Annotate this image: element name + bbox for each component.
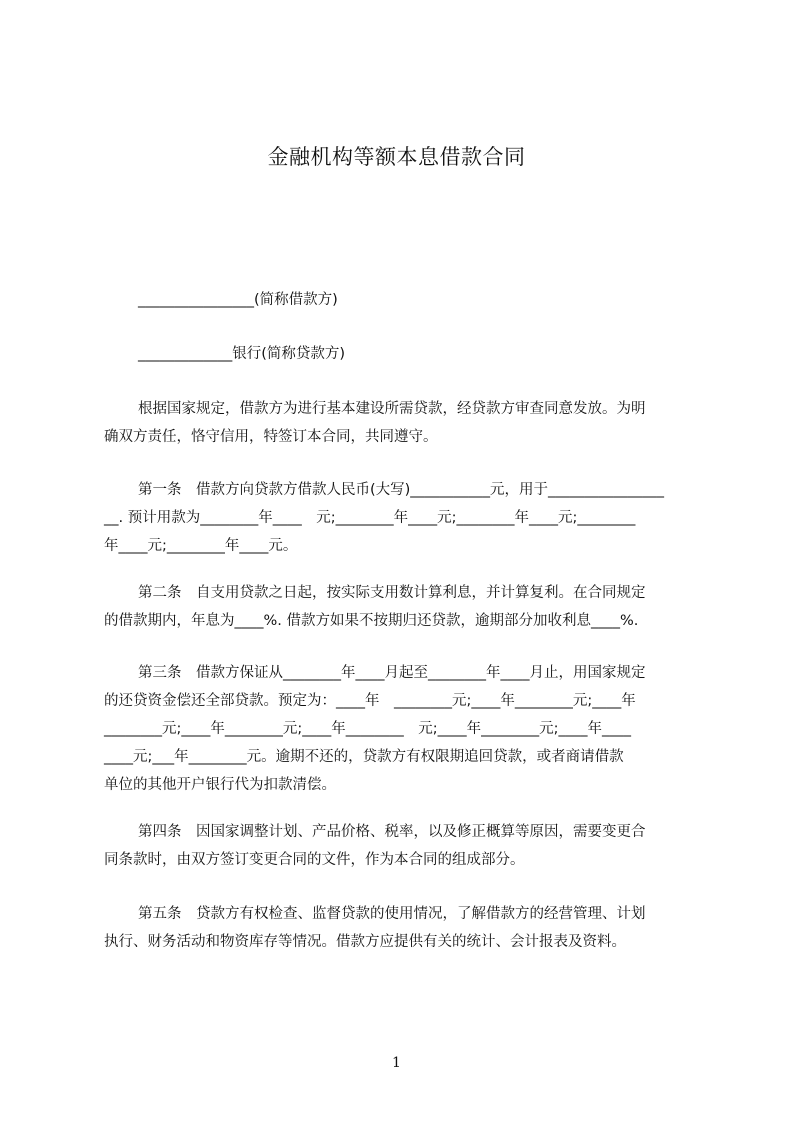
- document-title: 金融机构等额本息借款合同: [267, 145, 526, 169]
- borrower-line: ________________(简称借款方): [138, 292, 338, 308]
- article-line: 第二条 自支用贷款之日起，按实际支用数计算利息，并计算复利。在合同规定: [138, 585, 646, 601]
- article-1: [104, 476, 700, 560]
- article-line: 的还贷资金偿还全部贷款。预定为：____年 ________元;____年________元;____年: [104, 693, 636, 709]
- preamble-line: 确双方责任，恪守信用，特签订本合同，共同遵守。: [104, 429, 438, 445]
- page-number: 1: [392, 1055, 401, 1071]
- article-line: 同条款时，由双方签订变更合同的文件，作为本合同的组成部分。: [104, 852, 525, 868]
- article-4: [104, 818, 700, 874]
- article-5: [104, 900, 700, 956]
- article-line: 单位的其他开户银行代为扣款清偿。: [104, 777, 336, 793]
- article-line: ________元;____年________元;____年________ 元;____年________元;____年____: [104, 721, 632, 737]
- preamble-line: 根据国家规定，借款方为进行基本建设所需贷款，经贷款方审查同意发放。为明: [138, 401, 646, 417]
- article-line: 第四条 因国家调整计划、产品价格、税率，以及修正概算等原因，需要变更合: [138, 824, 646, 840]
- preamble-paragraph: [104, 395, 700, 451]
- article-line: 年____元;________年____元。: [104, 538, 298, 554]
- article-line: __. 预计用款为________年____ 元;________年____元;________年____元;________: [104, 510, 636, 526]
- article-line: 第五条 贷款方有权检查、监督贷款的使用情况，了解借款方的经营管理、计划: [138, 906, 646, 922]
- lender-line: _____________银行(简称贷款方): [138, 346, 346, 362]
- article-line: ____元;___年________元。逾期不还的，贷款方有权限期追回贷款，或者商请借款: [104, 749, 624, 765]
- article-line: 第一条 借款方向贷款方借款人民币(大写)___________元，用于________________: [138, 482, 665, 498]
- article-2: [104, 579, 700, 635]
- article-line: 的借款期内，年息为____%. 借款方如果不按期归还贷款，逾期部分加收利息____%.: [104, 613, 639, 629]
- article-line: 执行、财务活动和物资库存等情况。借款方应提供有关的统计、会计报表及资料。: [104, 934, 626, 950]
- article-line: 第三条 借款方保证从________年____月起至________年____月止，用国家规定: [138, 665, 646, 681]
- article-3: [104, 659, 700, 799]
